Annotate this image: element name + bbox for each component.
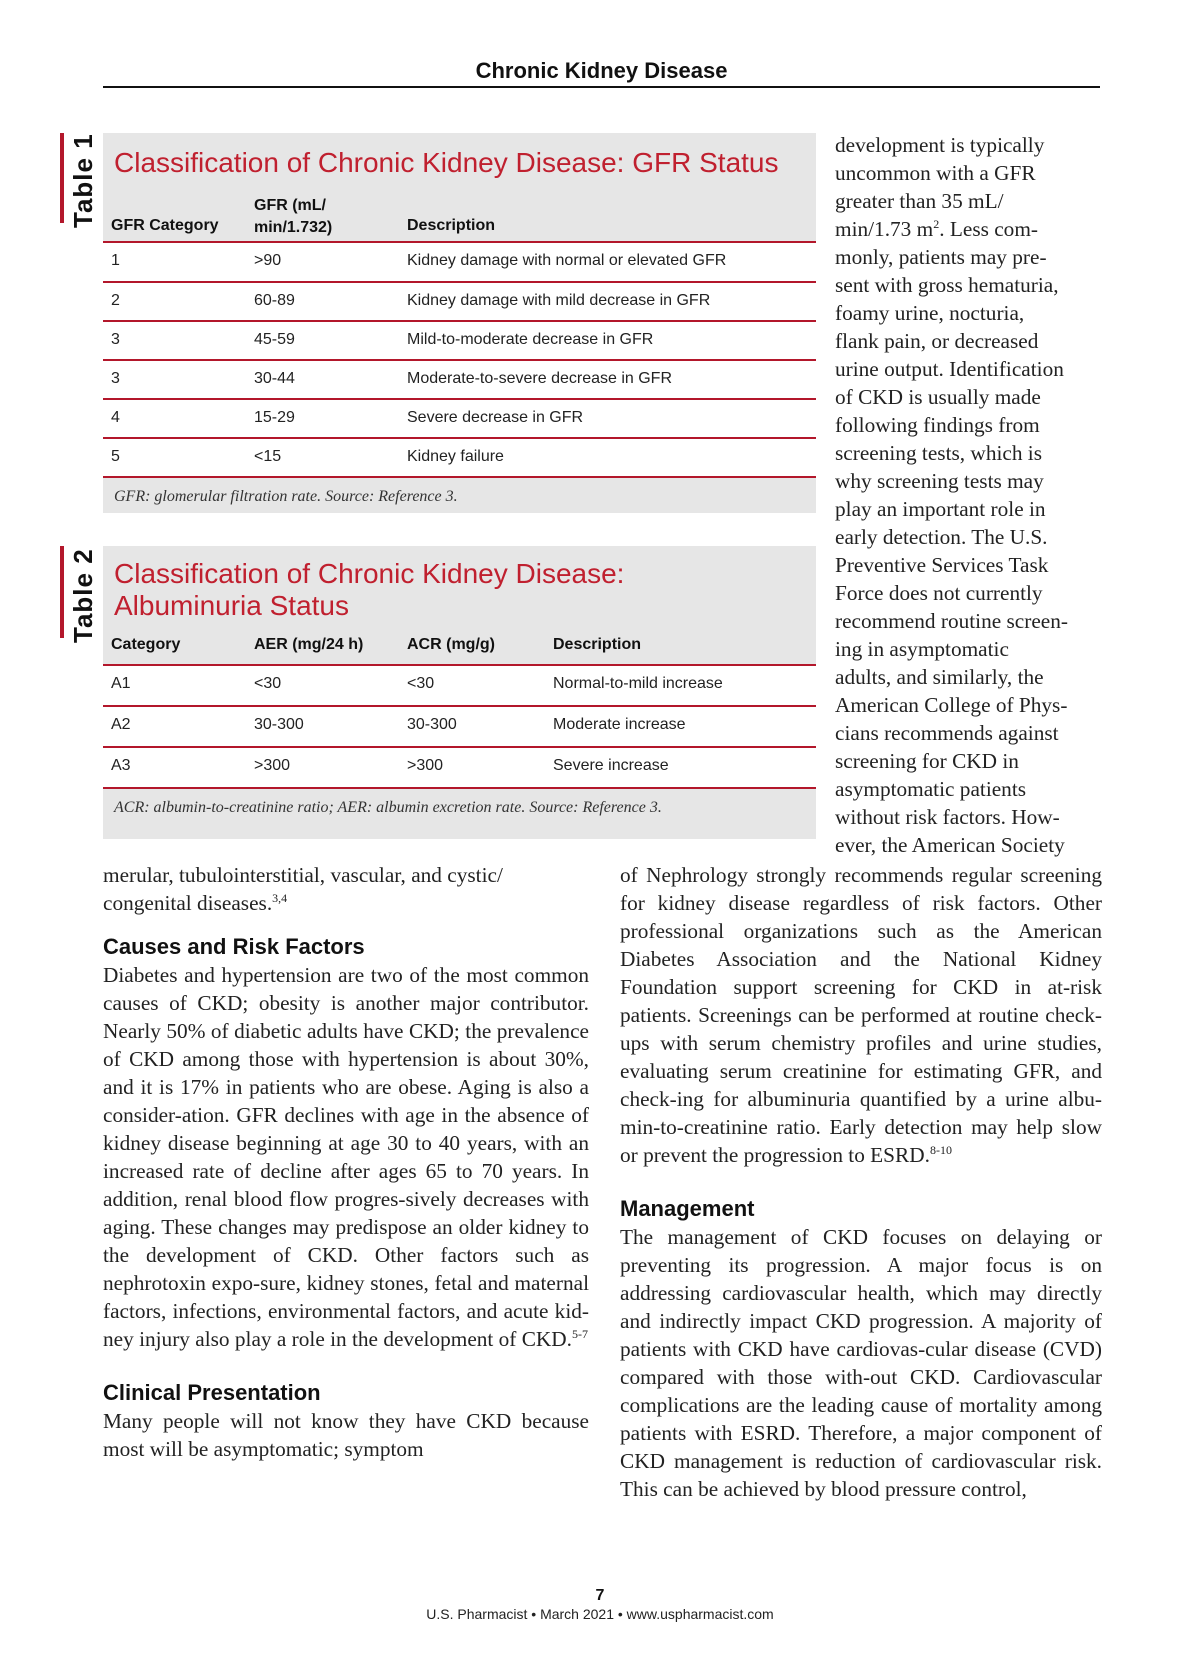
table2-header-category: Category <box>111 636 181 653</box>
rt-line-7: foamy urine, nocturia, <box>835 301 1025 325</box>
table1-tab-bar <box>60 133 64 223</box>
table2-header-description: Description <box>553 636 642 653</box>
rt-line-13: why screening tests may <box>835 469 1044 493</box>
rt-line-4-tail: . Less com- <box>939 217 1038 241</box>
table1-cell-gfr: >90 <box>254 252 282 269</box>
table2-cell-category: A2 <box>111 716 131 733</box>
screening-paragraph <box>620 861 1102 1169</box>
table1-row <box>103 439 816 478</box>
table1-header-gfr <box>254 195 332 239</box>
table1-cell-description: Severe decrease in GFR <box>407 409 584 426</box>
table2-row <box>103 666 816 707</box>
clinical-paragraph: Many people will not know they have CKD because most will be asymptomatic; symptom <box>103 1409 589 1461</box>
rt-line-5: monly, patients may pre- <box>835 245 1047 269</box>
table2-row <box>103 748 816 789</box>
intro-line-2 <box>103 889 589 917</box>
rt-line-24: asymptomatic patients <box>835 777 1027 801</box>
table1-cell-gfr: 45-59 <box>254 331 295 348</box>
table2-cell-aer: <30 <box>254 675 282 692</box>
table1-cell-gfr: 60-89 <box>254 292 295 309</box>
table1-header-category: GFR Category <box>111 217 219 234</box>
table2-cell-category: A1 <box>111 675 131 692</box>
intro-line-2-text: congenital diseases. <box>103 891 273 915</box>
rt-line-2: uncommon with a GFR <box>835 161 1036 185</box>
rt-line-16: Preventive Services Task <box>835 553 1049 577</box>
management-heading: Management <box>620 1196 755 1221</box>
rt-line-22: cians recommends against <box>835 721 1059 745</box>
table2-cell-aer: >300 <box>254 757 291 774</box>
table2-tab-label: Table 2 <box>68 548 98 643</box>
page-number: 7 <box>595 1587 605 1604</box>
causes-ref: 5-7 <box>572 1326 589 1341</box>
table1-row <box>103 243 816 283</box>
rt-line-3: greater than 35 mL/ <box>835 189 1004 213</box>
rt-line-17: Force does not currently <box>835 581 1043 605</box>
rt-line-12: screening tests, which is <box>835 441 1043 465</box>
left-column <box>103 861 589 1463</box>
rt-line-25: without risk factors. How- <box>835 805 1060 829</box>
intro-line-1: merular, tubulointerstitial, vascular, and cystic/ <box>103 863 503 887</box>
intro-ref: 3,4 <box>272 890 288 905</box>
table1-header-gfr-line1: GFR (mL/ <box>254 197 326 214</box>
causes-text: Diabetes and hypertension are two of the most common causes of CKD; obesity is another major contributor. Nearly 50% of diabetic adults have CKD; the prevalence of CKD among those with hypertension is about 30%, and it is 17% in patients who are obese. Aging is also a consider-ation. GFR declines with age in the absence of kidney disease beginning at age 30 to 40 years, with an increased rate of decline after ages 65 to 70 years. In addition, renal blood flow progres-sively decreases with aging. These changes may predispose an older kidney to the development of CKD. Other factors such as nephrotoxin expo-sure, kidney stones, fetal and maternal factors, infections, environmental factors, and acute kid-ney injury also play a role in the development of CKD. <box>103 963 589 1351</box>
table1-cell-category: 3 <box>111 331 120 348</box>
table2-body <box>103 666 816 789</box>
table1-tab-label: Table 1 <box>68 133 98 228</box>
table2-cell-acr: 30-300 <box>407 716 457 733</box>
table2-cell-acr: >300 <box>407 757 444 774</box>
table1-title: Classification of Chronic Kidney Disease: GFR Status <box>114 147 779 178</box>
table1-body <box>103 243 816 478</box>
rt-line-1: development is typically <box>835 133 1045 157</box>
table2-cell-description: Normal-to-mild increase <box>553 675 723 692</box>
right-column <box>620 861 1102 1503</box>
table1-cell-description: Kidney failure <box>407 448 504 465</box>
footer-line: U.S. Pharmacist • March 2021 • www.uspharmacist.com <box>426 1606 774 1622</box>
table1 <box>103 133 816 513</box>
rt-line-4-sup: 2 <box>933 216 940 231</box>
table2-cell-category: A3 <box>111 757 131 774</box>
table1-cell-gfr: 30-44 <box>254 370 295 387</box>
table2-footnote: ACR: albumin-to-creatinine ratio; AER: albumin excretion rate. Source: Reference 3. <box>114 799 662 816</box>
rt-line-4-text: min/1.73 m <box>835 217 934 241</box>
rt-line-8: flank pain, or decreased <box>835 329 1039 353</box>
table1-cell-gfr: <15 <box>254 448 282 465</box>
causes-heading: Causes and Risk Factors <box>103 934 365 959</box>
table2-header-aer: AER (mg/24 h) <box>254 636 364 653</box>
rt-line-20: adults, and similarly, the <box>835 665 1044 689</box>
screening-text: of Nephrology strongly recommends regular screening for kidney disease regardless of risk factors. Other professional organizations such as the American Diabetes Association and the National Kidney Foundation support screening for CKD in at-risk patients. Screenings can be performed at routine check-ups with serum chemistry profiles and urine studies, evaluating serum creatinine for estimating GFR, and check-ing for albuminuria quantified by a urine albu-min-to-creatinine ratio. Early detection may help slow or prevent the progression to ESRD. <box>620 863 1102 1167</box>
screening-ref: 8-10 <box>929 1142 952 1157</box>
table1-footnote: GFR: glomerular filtration rate. Source: Reference 3. <box>114 488 458 505</box>
table1-cell-description: Kidney damage with mild decrease in GFR <box>407 292 711 309</box>
rt-line-9: urine output. Identification <box>835 357 1064 381</box>
rt-line-6: sent with gross hematuria, <box>835 273 1059 297</box>
table2-cell-description: Moderate increase <box>553 716 686 733</box>
table1-cell-description: Moderate-to-severe decrease in GFR <box>407 370 672 387</box>
rt-line-10: of CKD is usually made <box>835 385 1041 409</box>
table1-header-gfr-line2: min/1.732) <box>254 219 333 236</box>
running-header: Chronic Kidney Disease <box>475 58 728 83</box>
header-rule <box>103 86 1100 88</box>
table2-title-line1: Classification of Chronic Kidney Disease: <box>114 558 625 589</box>
table1-cell-category: 2 <box>111 292 120 309</box>
table1-row <box>103 400 816 439</box>
table1-cell-category: 1 <box>111 252 120 269</box>
rt-line-23: screening for CKD in <box>835 749 1019 773</box>
table1-row <box>103 361 816 400</box>
table1-cell-gfr: 15-29 <box>254 409 295 426</box>
rt-line-19: ing in asymptomatic <box>835 637 1009 661</box>
right-top-column <box>835 131 1105 859</box>
rt-line-15: early detection. The U.S. <box>835 525 1048 549</box>
rt-line-21: American College of Phys- <box>835 693 1068 717</box>
table2-cell-aer: 30-300 <box>254 716 304 733</box>
table2-tab-bar <box>60 546 64 638</box>
table2 <box>103 546 816 839</box>
table1-cell-category: 4 <box>111 409 120 426</box>
rt-line-14: play an important role in <box>835 497 1046 521</box>
table1-header-row <box>103 189 816 243</box>
table1-cell-category: 5 <box>111 448 120 465</box>
rt-line-11: following findings from <box>835 413 1040 437</box>
table2-row <box>103 707 816 748</box>
table1-header-description: Description <box>407 217 496 234</box>
rt-line-4 <box>835 215 1105 243</box>
table1-cell-description: Kidney damage with normal or elevated GFR <box>407 252 727 269</box>
table1-cell-description: Mild-to-moderate decrease in GFR <box>407 331 654 348</box>
table2-cell-description: Severe increase <box>553 757 669 774</box>
table1-row <box>103 283 816 322</box>
table2-cell-acr: <30 <box>407 675 435 692</box>
table2-header-row <box>103 632 816 666</box>
clinical-heading: Clinical Presentation <box>103 1380 321 1405</box>
table1-cell-category: 3 <box>111 370 120 387</box>
rt-line-26: ever, the American Society <box>835 833 1065 857</box>
table2-title <box>103 546 816 622</box>
table2-header-acr: ACR (mg/g) <box>407 636 495 653</box>
table1-row <box>103 322 816 361</box>
causes-paragraph <box>103 961 589 1353</box>
management-paragraph: The management of CKD focuses on delaying or preventing its progression. A major focus is on addressing cardiovascular health, which may directly and indirectly impact CKD progression. A majority of patients with CKD have cardiovas-cular disease (CVD) compared with those with-out CKD. Cardiovascular complications are the leading cause of mortality among patients with ESRD. Therefore, a major component of CKD management is reduction of cardiovascular risk. This can be achieved by blood pressure control, <box>620 1225 1102 1501</box>
table2-title-line2: Albuminuria Status <box>114 590 350 621</box>
rt-line-18: recommend routine screen- <box>835 609 1068 633</box>
